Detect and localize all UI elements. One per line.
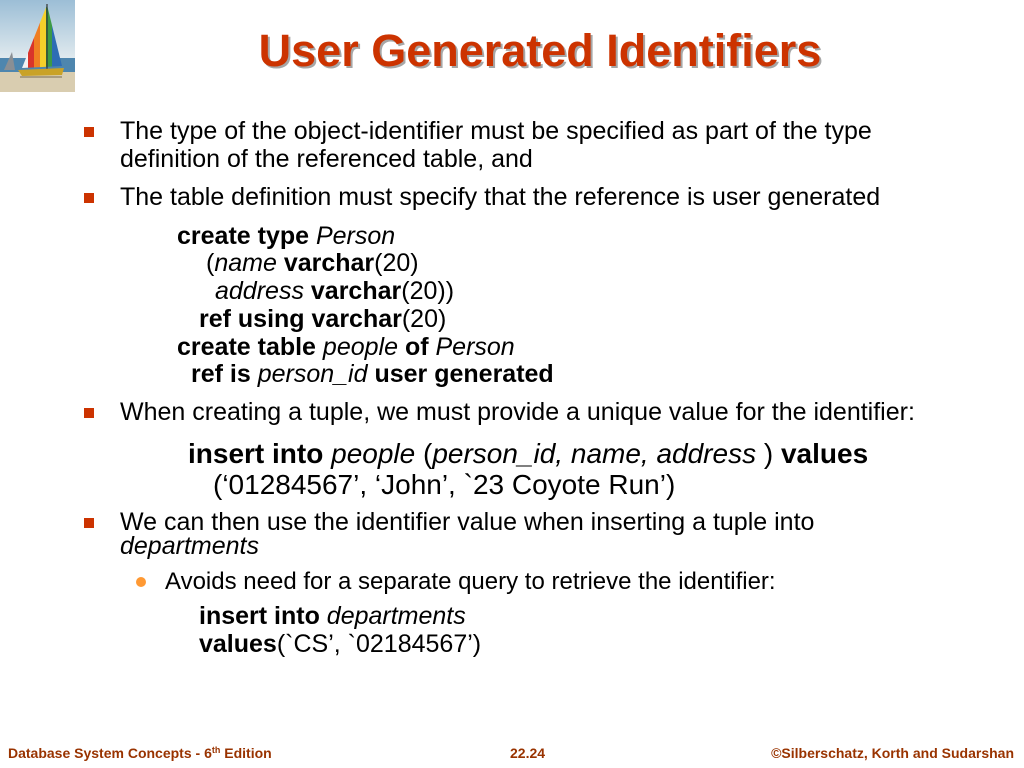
sql-punctuation: (20) (401, 305, 447, 333)
sql-identifier: person_id (250, 360, 368, 388)
sql-identifier: Person (309, 222, 396, 250)
square-bullet-icon (84, 127, 94, 137)
bullet-1-text-line-2: definition of the referenced table, and (120, 145, 533, 173)
code-line-create-table (177, 335, 515, 360)
sql-keyword: varchar (276, 249, 375, 277)
sql-keyword: create table (177, 333, 316, 361)
footer-edition-superscript: th (211, 745, 221, 755)
code-line-create-type (177, 224, 395, 249)
sql-punctuation: ( (415, 438, 433, 469)
sql-punctuation: ) (756, 438, 774, 469)
sql-value-list: (`CS’, `02184567’) (276, 630, 482, 658)
bullet-4-text-line-2: departments (120, 532, 259, 560)
circle-bullet-icon (136, 577, 146, 587)
square-bullet-icon (84, 408, 94, 418)
sql-keyword: user generated (367, 360, 554, 388)
sql-keyword: ref using varchar (199, 305, 402, 333)
code-line-ref-is (191, 362, 554, 387)
code-line-name-attribute (206, 251, 419, 276)
sql-punctuation: ( (206, 249, 215, 277)
sql-punctuation: (20)) (401, 277, 455, 305)
sql-keyword: of (398, 333, 429, 361)
code-line-ref-using (199, 307, 446, 332)
sql-identifier: name (214, 249, 277, 277)
sub-bullet-text: Avoids need for a separate query to retrieve the identifier: (165, 568, 776, 595)
sql-identifier: people (323, 438, 416, 469)
square-bullet-icon (84, 193, 94, 203)
footer-copyright: ©Silberschatz, Korth and Sudarshan (771, 745, 1014, 761)
sql-column-list: person_id, name, address (432, 438, 757, 469)
hull-shadow (20, 76, 62, 78)
bullet-2-text: The table definition must specify that the reference is user generated (120, 183, 881, 211)
footer-course-name: Database System Concepts - 6 (8, 745, 212, 761)
code-line-insert-into-people (188, 440, 868, 468)
footer-course-title (8, 746, 272, 760)
footer-page-number: 22.24 (510, 745, 546, 761)
bullet-4-text-line-1: We can then use the identifier value when inserting a tuple into (120, 508, 815, 536)
code-line-insert-values (213, 471, 675, 499)
sql-punctuation: (20) (374, 249, 419, 277)
code-line-departments-values (199, 632, 481, 657)
sql-identifier: departments (319, 602, 466, 630)
sailboat-image (0, 0, 75, 92)
bullet-1-text-line-1: The type of the object-identifier must be specified as part of the type (120, 117, 872, 145)
sql-keyword: values (773, 438, 869, 469)
sql-keyword: values (199, 630, 277, 658)
sql-keyword: varchar (303, 277, 402, 305)
bullet-3-text: When creating a tuple, we must provide a unique value for the identifier: (120, 398, 915, 426)
sql-identifier: address (215, 277, 304, 305)
sql-identifier: Person (428, 333, 515, 361)
square-bullet-icon (84, 518, 94, 528)
sql-value-list: (‘01284567’, ‘John’, `23 Coyote Run’) (213, 469, 676, 500)
sql-keyword: ref is (191, 360, 251, 388)
sql-identifier: people (315, 333, 398, 361)
code-line-address-attribute (215, 279, 454, 304)
sql-keyword: insert into (199, 602, 320, 630)
sql-keyword: create type (177, 222, 310, 250)
sql-keyword: insert into (188, 438, 324, 469)
footer-edition-word: Edition (220, 745, 272, 761)
slide-title: User Generated Identifiers (258, 25, 822, 76)
code-line-insert-into-departments (199, 604, 466, 629)
